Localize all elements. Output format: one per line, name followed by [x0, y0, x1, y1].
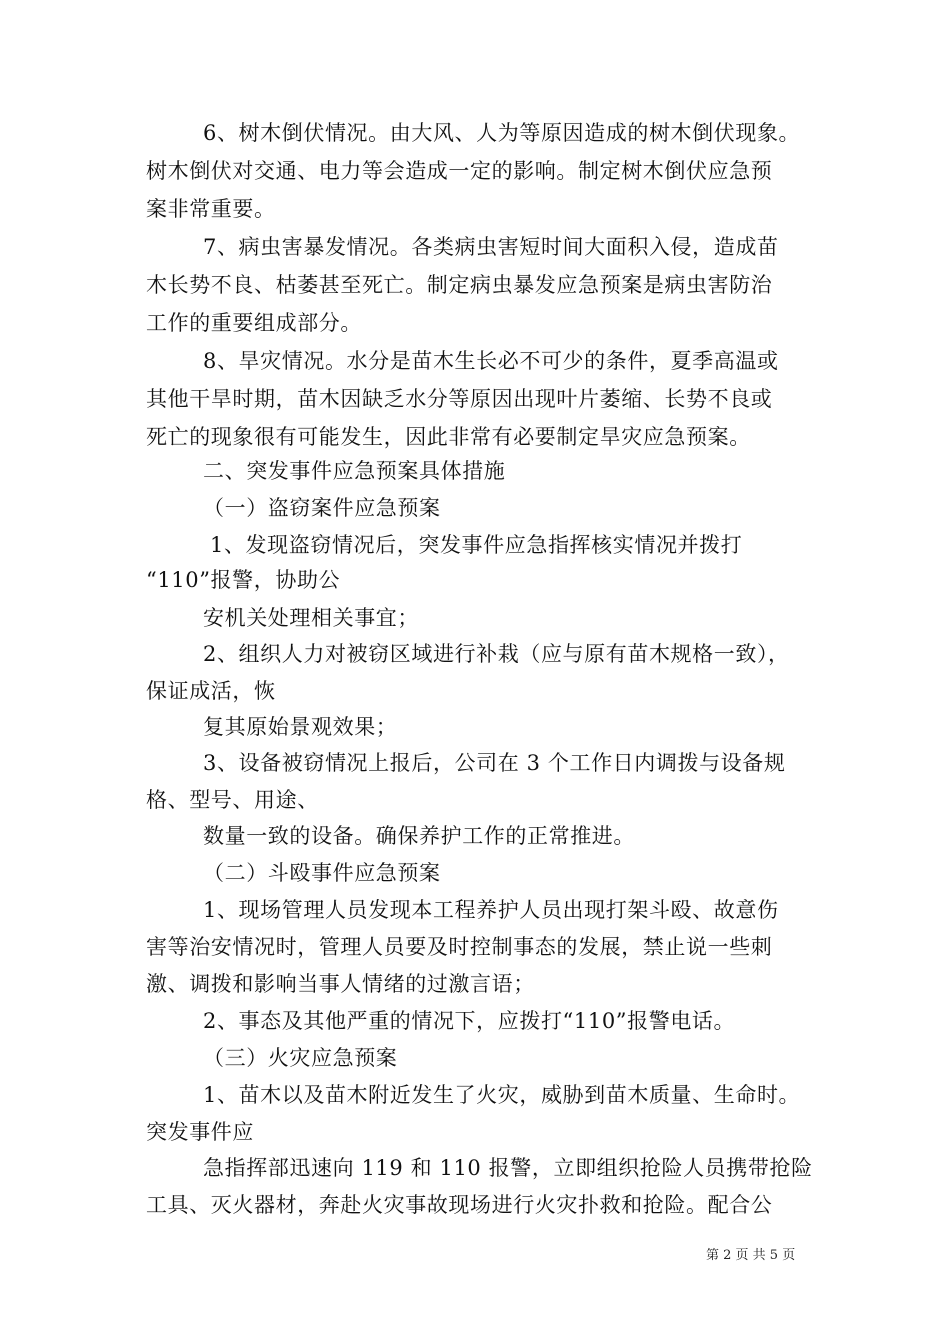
paragraph-line: 1、现场管理人员发现本工程养护人员出现打架斗殴、故意伤 — [203, 898, 779, 922]
paragraph-line: （一）盗窃案件应急预案 — [203, 496, 441, 520]
paragraph-line: 格、型号、用途、 — [146, 788, 319, 812]
paragraph-line: 突发事件应 — [146, 1120, 254, 1144]
paragraph-line: 木长势不良、枯萎甚至死亡。制定病虫暴发应急预案是病虫害防治 — [146, 273, 773, 297]
paragraph-line: （三）火灾应急预案 — [203, 1046, 398, 1070]
paragraph-line: 8、旱灾情况。水分是苗木生长必不可少的条件，夏季高温或 — [203, 349, 779, 373]
paragraph-line: 复其原始景观效果； — [203, 715, 398, 739]
paragraph-line: 2、事态及其他严重的情况下，应拨打“110”报警电话。 — [203, 1009, 736, 1033]
paragraph-line: 安机关处理相关事宜； — [203, 606, 419, 630]
paragraph-line: 其他干旱时期，苗木因缺乏水分等原因出现叶片萎缩、长势不良或 — [146, 387, 773, 411]
paragraph-line: 激、调拨和影响当事人情绪的过激言语； — [146, 972, 535, 996]
paragraph-line: 工具、灭火器材，奔赴火灾事故现场进行火灾扑救和抢险。配合公 — [146, 1193, 773, 1217]
paragraph-line: 3、设备被窃情况上报后，公司在 3 个工作日内调拨与设备规 — [203, 751, 786, 775]
paragraph-line: 2、组织人力对被窃区域进行补栽（应与原有苗木规格一致）， — [203, 642, 790, 666]
paragraph-line: 保证成活，恢 — [146, 679, 276, 703]
paragraph-line: 急指挥部迅速向 119 和 110 报警，立即组织抢险人员携带抢险 — [203, 1156, 813, 1180]
paragraph-line: “110”报警，协助公 — [146, 568, 341, 592]
paragraph-line: 6、树木倒伏情况。由大风、人为等原因造成的树木倒伏现象。 — [203, 121, 801, 145]
paragraph-line: 1、苗木以及苗木附近发生了火灾，威胁到苗木质量、生命时。 — [203, 1083, 801, 1107]
paragraph-line: 树木倒伏对交通、电力等会造成一定的影响。制定树木倒伏应急预 — [146, 159, 773, 183]
paragraph-line: 二、突发事件应急预案具体措施 — [203, 459, 506, 483]
paragraph-line: 工作的重要组成部分。 — [146, 311, 362, 335]
paragraph-line: 案非常重要。 — [146, 197, 276, 221]
paragraph-line: 数量一致的设备。确保养护工作的正常推进。 — [203, 824, 635, 848]
paragraph-line: （二）斗殴事件应急预案 — [203, 861, 441, 885]
paragraph-line: 死亡的现象很有可能发生，因此非常有必要制定旱灾应急预案。 — [146, 425, 751, 449]
page-indicator: 第 2 页 共 5 页 — [706, 1248, 796, 1263]
paragraph-line: 害等治安情况时，管理人员要及时控制事态的发展，禁止说一些刺 — [146, 935, 773, 959]
paragraph-line: 1、发现盗窃情况后，突发事件应急指挥核实情况并拨打 — [210, 533, 743, 557]
paragraph-line: 7、病虫害暴发情况。各类病虫害短时间大面积入侵，造成苗 — [203, 235, 779, 259]
